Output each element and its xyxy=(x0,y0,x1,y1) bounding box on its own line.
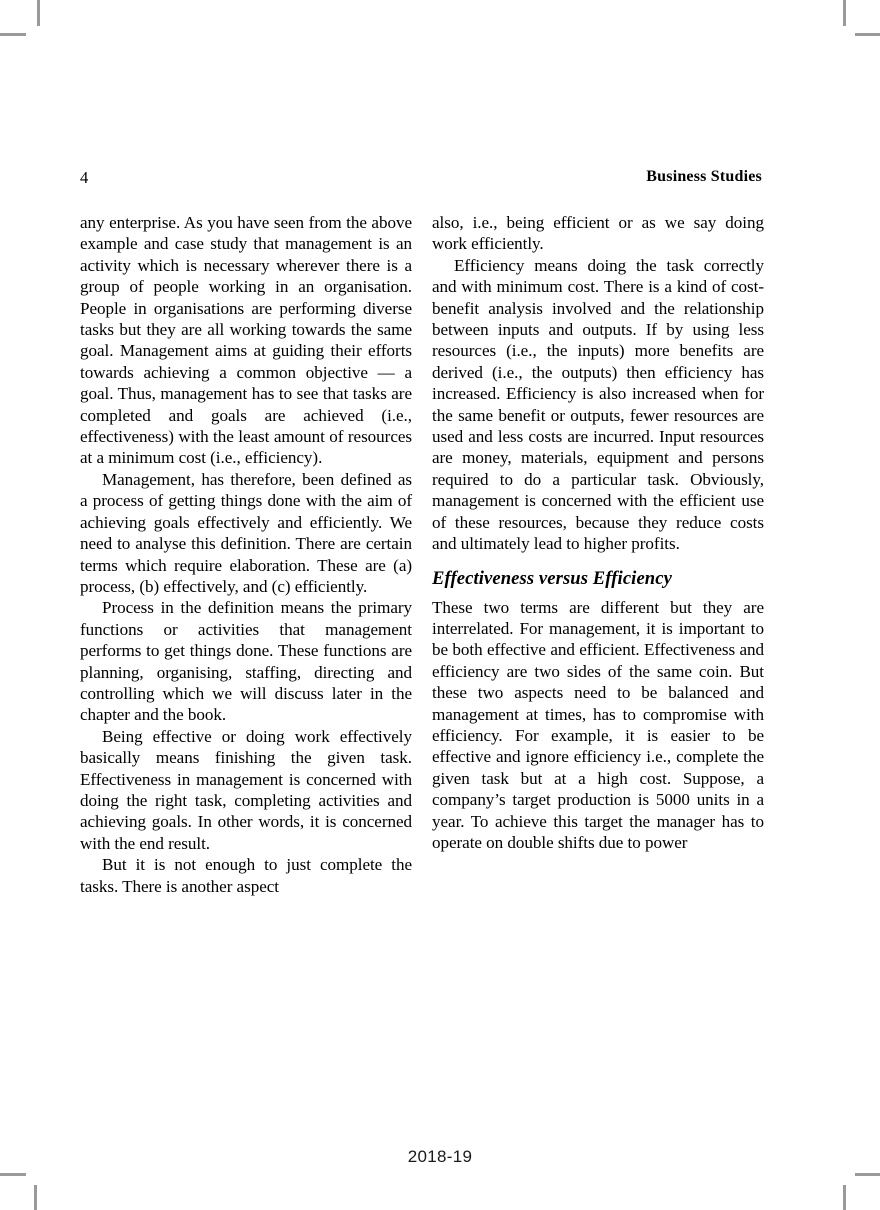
section-heading-effectiveness-versus-efficiency: Effectiveness versus Efficiency xyxy=(432,567,672,589)
paragraph-but-not-enough: But it is not enough to just complete the tasks. There is another aspect xyxy=(80,855,412,896)
paragraph-efficiency-means: Efficiency means doing the task correctly and with minimum cost. There is a kind of cost-benefit analysis involved and the relationship between inputs and outputs. If by using less resources (i.e., the inputs) more benefits are derived (i.e., the outputs) then efficiency has increased. Efficiency is also increased when for the same benefit or outputs, fewer resources are used and less costs are incurred. Input resources are money, materials, equipment and persons required to do a particular task. Obviously, management is concerned with the efficient use of these resources, because they reduce costs and ultimately lead to higher profits. xyxy=(432,255,764,554)
paragraph-management-defined: Management, has therefore, been defined as a process of getting things done with the aim of achieving goals effectively and efficiently. We need to analyse this definition. There are certain terms which require elaboration. These are (a) process, (b) effectively, and (c) efficiently. xyxy=(80,469,412,596)
crop-mark-top-left-horizontal xyxy=(0,33,26,36)
paragraph-process-definition: Process in the definition means the primary functions or activities that management performs to get things done. These functions are planning, organising, staffing, directing and controlling which we will discuss later in the chapter and the book. xyxy=(80,598,412,725)
right-column xyxy=(432,212,764,1078)
paragraph-any-enterprise: any enterprise. As you have seen from the above example and case study that management is an activity which is necessary wherever there is a group of people working in an organisation. People in organisations are performing diverse tasks but they are all working towards the same goal. Management aims at guiding their efforts towards achieving a common objective — a goal. Thus, management has to see that tasks are completed and goals are achieved (i.e., effectiveness) with the least amount of resources at a minimum cost (i.e., efficiency). xyxy=(80,213,412,468)
book-title: Business Studies xyxy=(646,168,762,185)
crop-mark-top-right-vertical xyxy=(843,0,846,26)
left-column xyxy=(80,212,412,1078)
body-columns xyxy=(80,212,764,1078)
crop-mark-bottom-left-vertical xyxy=(34,1185,37,1210)
running-head xyxy=(80,168,762,192)
crop-mark-bottom-left-horizontal xyxy=(0,1173,26,1176)
crop-mark-bottom-right-horizontal xyxy=(855,1173,880,1176)
footer-year: 2018-19 xyxy=(407,1147,473,1166)
paragraph-these-two-terms: These two terms are different but they are interrelated. For management, it is important to be both effective and efficient. Effectiveness and efficiency are two sides of the same coin. But these two aspects need to be balanced and management at times, has to compromise with efficiency. For example, it is easier to be effective and ignore efficiency i.e., complete the given task but at a high cost. Suppose, a company’s target production is 5000 units in a year. To achieve this target the manager has to operate on double shifts due to power xyxy=(432,597,764,852)
crop-mark-bottom-right-vertical xyxy=(843,1185,846,1210)
paragraph-also-efficient: also, i.e., being efficient or as we say doing work efficiently. xyxy=(432,213,764,254)
paragraph-being-effective: Being effective or doing work effectively basically means finishing the given task. Effectiveness in management is concerned with doing the right task, completing activities and achieving goals. In other words, it is concerned with the end result. xyxy=(80,726,412,853)
crop-mark-top-left-vertical xyxy=(37,0,40,26)
crop-mark-top-right-horizontal xyxy=(855,33,880,36)
page-number: 4 xyxy=(80,168,89,187)
